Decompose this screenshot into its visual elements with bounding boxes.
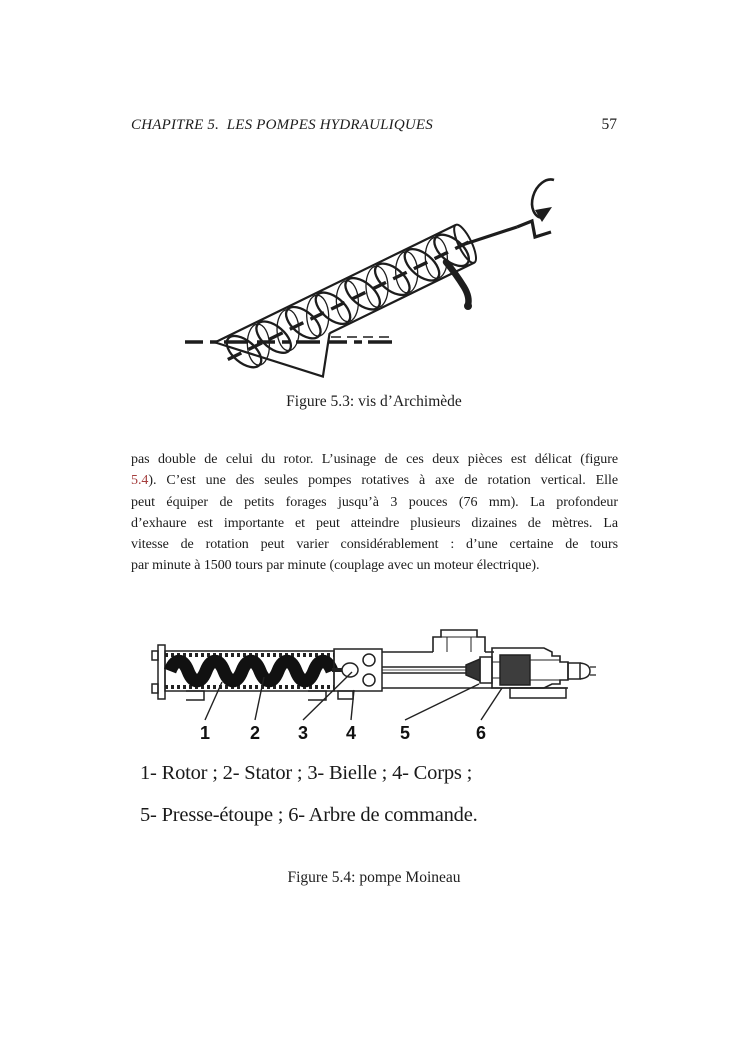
paragraph-line: peut équiper de petits forages jusqu’à 3 pouces (76 mm). La profondeur	[131, 494, 618, 510]
part-number-3: 3	[297, 723, 309, 743]
crank-handle	[459, 221, 551, 246]
screw-tube	[214, 220, 496, 383]
packing-gland	[466, 657, 492, 683]
part-labels-line-1: 1- Rotor ; 2- Stator ; 3- Bielle ; 4- Corps ;	[140, 762, 473, 784]
part-number-2: 2	[249, 723, 261, 743]
helix-coil-back	[232, 229, 463, 374]
paragraph-line: par minute à 1500 tours par minute (couplage avec un moteur électrique).	[131, 558, 540, 574]
page-number: 57	[601, 116, 617, 133]
moineau-pump-figure	[148, 622, 598, 750]
figure-5-4-reference-link[interactable]: 5.4	[131, 473, 149, 489]
figure-5-4-caption: Figure 5.4: pompe Moineau	[287, 869, 461, 886]
connecting-rod-chamber	[332, 649, 382, 699]
paragraph-line: pas double de celui du rotor. L’usinage de ces deux pièces est délicat (figure	[131, 452, 618, 467]
inlet-flange	[152, 645, 165, 699]
archimedes-screw-figure	[183, 166, 568, 383]
figure-5-3-caption: Figure 5.3: vis d’Archimède	[286, 393, 462, 410]
rotor	[170, 661, 332, 681]
part-labels-line-2: 5- Presse-étoupe ; 6- Arbre de commande.	[140, 804, 478, 826]
pump-part-labels	[140, 760, 610, 844]
rotation-arrow-icon	[532, 179, 554, 222]
paragraph-line: vitesse de rotation peut varier considérablement : d’une certaine de tours	[131, 537, 618, 553]
drive-shaft-housing	[492, 648, 596, 698]
part-number-1: 1	[199, 723, 211, 743]
helix-coil	[217, 221, 478, 380]
part-number-4: 4	[345, 723, 357, 743]
chapter-title: CHAPITRE 5. LES POMPES HYDRAULIQUES	[131, 117, 433, 133]
paragraph-text: ). C’est une des seules pompes rotatives à axe de rotation vertical. Elle	[148, 473, 618, 489]
part-number-6: 6	[475, 723, 487, 743]
paragraph-line	[131, 470, 618, 491]
body-paragraph	[131, 449, 618, 577]
leader-lines	[205, 672, 502, 720]
paragraph-line: d’exhaure est importante et peut atteindre plusieurs dizaines de mètres. La	[131, 515, 618, 531]
part-number-5: 5	[399, 723, 411, 743]
running-head	[131, 116, 617, 134]
